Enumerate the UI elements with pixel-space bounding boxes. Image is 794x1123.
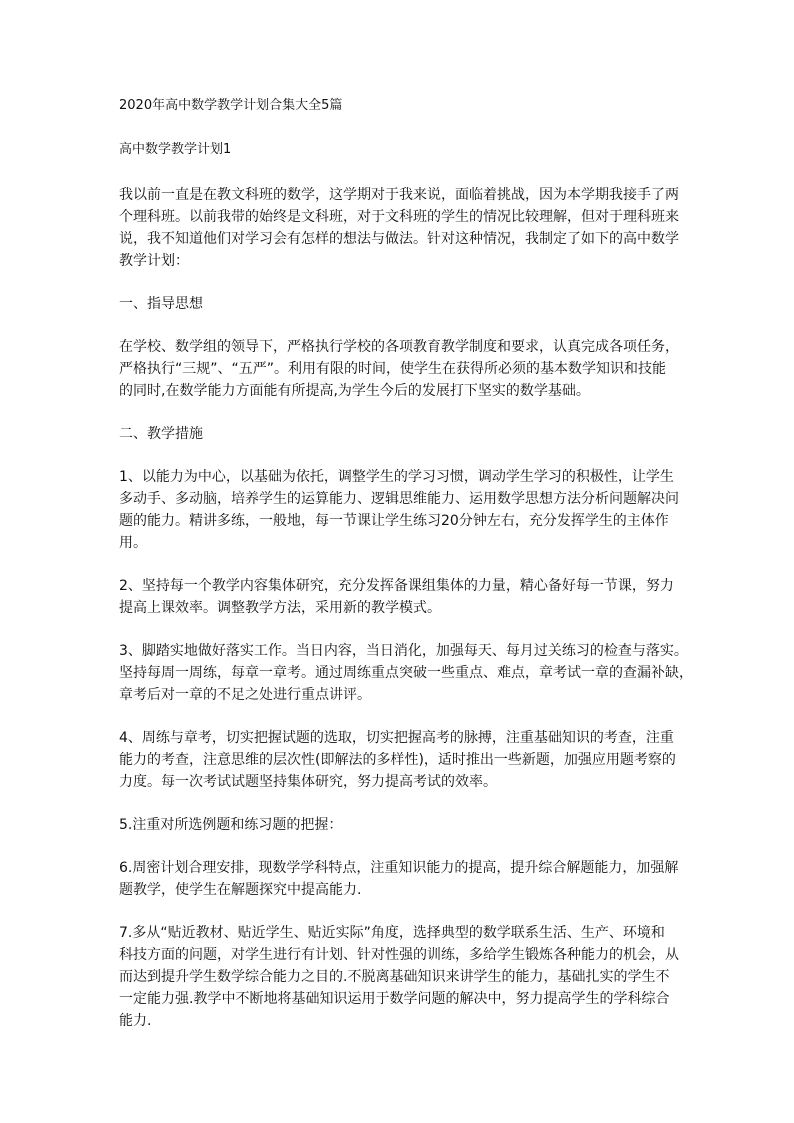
text-line: 力度。每一次考试试题坚持集体研究，努力提高考试的效率。 bbox=[119, 774, 497, 790]
text-line: 一、指导思想 bbox=[119, 296, 203, 312]
text-line: 一定能力强.教学中不断地将基础知识运用于数学问题的解决中，努力提高学生的学科综合 bbox=[119, 991, 670, 1007]
paragraph-measure-5 bbox=[119, 814, 679, 836]
text-line: 7.多从“贴近教材、贴近学生、贴近实际”角度，选择典型的数学联系生活、生产、环境和 bbox=[119, 925, 665, 941]
text-line: 说，我不知道他们对学习会有怎样的想法与做法。针对这种情况，我制定了如下的高中数学 bbox=[119, 231, 679, 247]
text-line: 题教学，使学生在解题探究中提高能力. bbox=[119, 882, 362, 898]
text-line: 章考后对一章的不足之处进行重点讲评。 bbox=[119, 687, 371, 703]
paragraph-measure-7 bbox=[119, 922, 679, 1032]
paragraph-intro bbox=[119, 184, 679, 272]
text-line: 严格执行“三规”、“五严”。利用有限的时间，使学生在获得所必须的基本数学知识和技能 bbox=[119, 361, 667, 377]
paragraph-measure-2 bbox=[119, 575, 679, 619]
paragraph-measure-3 bbox=[119, 640, 693, 706]
text-line: 的同时,在数学能力方面能有所提高,为学生今后的发展打下坚实的数学基础。 bbox=[119, 383, 590, 399]
text-line: 提高上课效率。调整教学方法，采用新的教学模式。 bbox=[119, 600, 441, 616]
document-body bbox=[119, 96, 693, 1032]
text-line: 6.周密计划合理安排，现数学学科特点，注重知识能力的提高，提升综合解题能力，加强解 bbox=[119, 860, 679, 876]
text-line: 2、坚持每一个教学内容集体研究，充分发挥备课组集体的力量，精心备好每一节课，努力 bbox=[119, 578, 674, 594]
text-line: 个理科班。以前我带的始终是文科班，对于文科班的学生的情况比较理解，但对于理科班来 bbox=[119, 209, 679, 225]
heading-teaching-measures bbox=[119, 423, 679, 445]
text-line: 坚持每周一周练，每章一章考。通过周练重点突破一些重点、难点，章考试一章的查漏补缺， bbox=[119, 665, 693, 681]
text-line: 用。 bbox=[119, 535, 147, 551]
text-line: 能力的考查，注意思维的层次性(即解法的多样性)，适时推出一些新题，加强应用题考察的 bbox=[119, 752, 676, 768]
document-title: 2020年高中数学教学计划合集大全5篇 bbox=[119, 98, 343, 113]
text-line: 3、脚踏实地做好落实工作。当日内容，当日消化，加强每天、每月过关练习的检查与落实。 bbox=[119, 643, 688, 659]
text-line: 而达到提升学生数学综合能力之目的.不脱离基础知识来讲学生的能力，基础扎实的学生不 bbox=[119, 969, 670, 985]
heading-guiding-thought bbox=[119, 293, 679, 315]
paragraph-measure-6 bbox=[119, 857, 679, 901]
text-line: 5.注重对所选例题和练习题的把握： bbox=[119, 817, 343, 833]
text-line: 我以前一直是在教文科班的数学，这学期对于我来说，面临着挑战，因为本学期我接手了两 bbox=[119, 187, 679, 203]
text-line: 二、教学措施 bbox=[119, 426, 203, 442]
section-title: 高中数学教学计划1 bbox=[119, 142, 232, 157]
text-line: 4、周练与章考，切实把握试题的选取，切实把握高考的脉搏，注重基础知识的考查，注重 bbox=[119, 730, 674, 746]
paragraph-measure-4 bbox=[119, 727, 679, 793]
text-line: 教学计划： bbox=[119, 253, 189, 269]
paragraph-measure-1 bbox=[119, 466, 679, 554]
text-line: 多动手、多动脑，培养学生的运算能力、逻辑思维能力、运用数学思想方法分析问题解决问 bbox=[119, 491, 679, 507]
text-line: 在学校、数学组的领导下，严格执行学校的各项教育教学制度和要求，认真完成各项任务， bbox=[119, 339, 679, 355]
text-line: 题的能力。精讲多练，一般地，每一节课让学生练习20分钟左右，充分发挥学生的主体作 bbox=[119, 513, 669, 529]
text-line: 科技方面的问题，对学生进行有计划、针对性强的训练，多给学生锻炼各种能力的机会，从 bbox=[119, 947, 679, 963]
paragraph-guiding-thought bbox=[119, 336, 679, 402]
text-line: 1、以能力为中心，以基础为依托，调整学生的学习习惯，调动学生学习的积极性，让学生 bbox=[119, 469, 674, 485]
text-line: 能力. bbox=[119, 1013, 152, 1029]
